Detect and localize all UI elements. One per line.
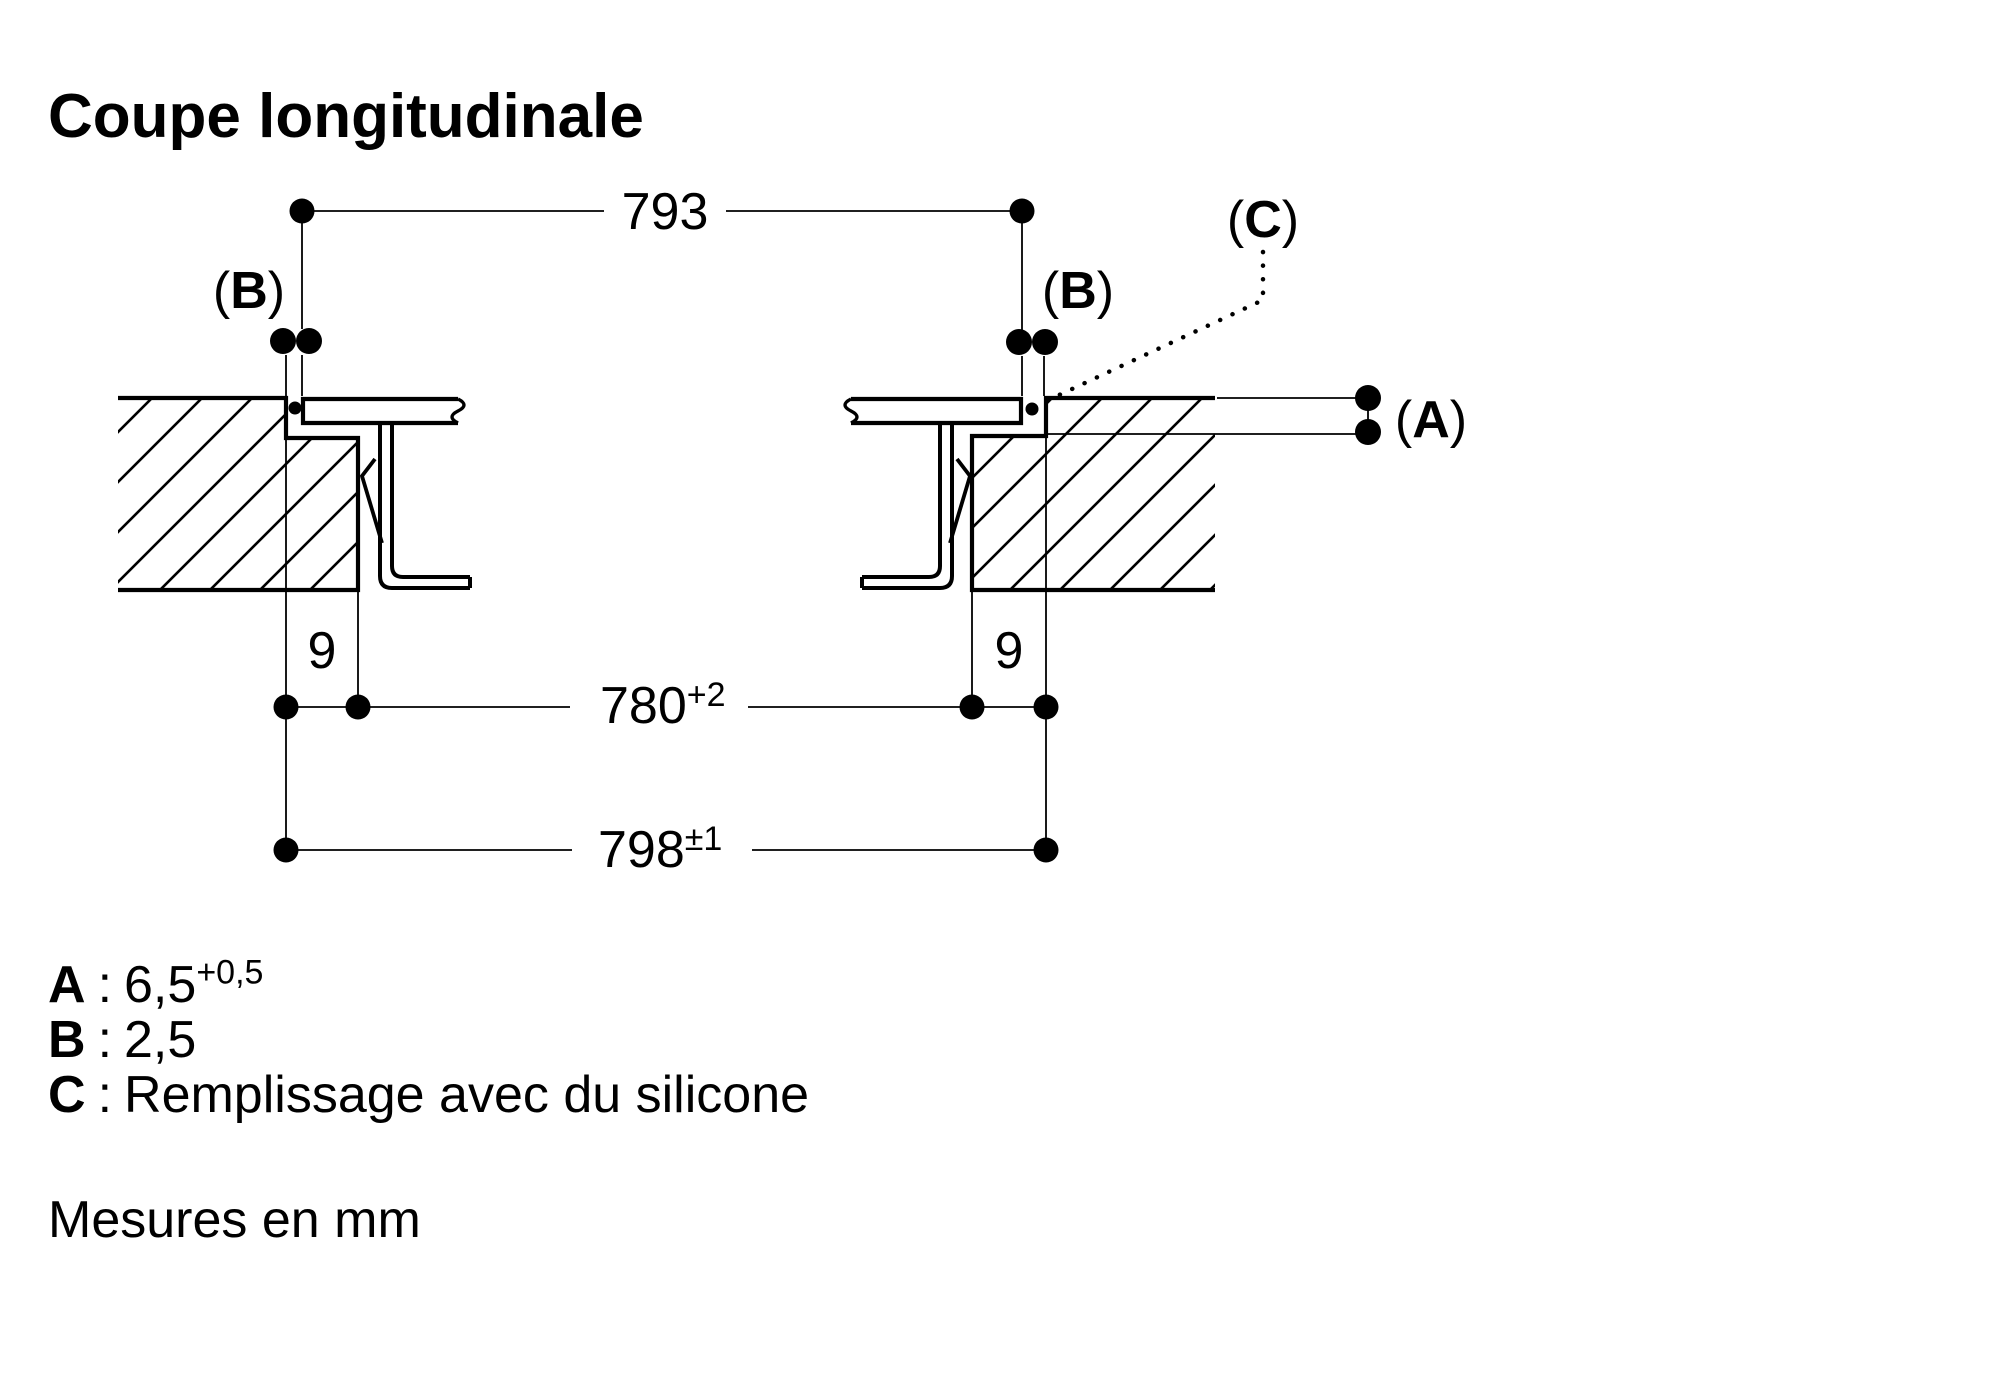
- dim-dot: [290, 199, 315, 224]
- svg-text:(B): (B): [212, 262, 286, 320]
- dim-dot: [1010, 199, 1035, 224]
- svg-text:(C): (C): [1226, 191, 1300, 249]
- dim-dot: [960, 695, 985, 720]
- countertop-left-hatch: [118, 398, 358, 590]
- dim-dot: [346, 695, 371, 720]
- callout-b-left: [213, 262, 322, 396]
- svg-text:(A): (A): [1394, 391, 1468, 449]
- legend-separator: :: [97, 1011, 113, 1069]
- legend-row-c: [48, 1068, 809, 1123]
- silicone-joint-dot-left: [289, 402, 302, 415]
- dim-798-label: $798^{\pm 1}$: [598, 820, 723, 879]
- page-title: Coupe longitudinale: [48, 82, 644, 151]
- dim-dot: [1034, 838, 1059, 863]
- dim-9-left-label: 9: [307, 622, 337, 680]
- countertop-left-section: [118, 398, 358, 590]
- legend-row-a: [48, 953, 809, 1014]
- countertop-right-section: [972, 398, 1215, 590]
- legend-letter: C: [48, 1066, 86, 1124]
- dim-780-label: $780^{+2}$: [600, 676, 726, 735]
- dim-dot: [1034, 695, 1059, 720]
- legend-value: 6,5: [124, 956, 197, 1014]
- mounting-frame-left: [380, 423, 470, 588]
- cooktop-glass-left: [303, 399, 464, 423]
- legend-value: 2,5: [124, 1011, 197, 1069]
- dim-793-label: 793: [621, 183, 709, 241]
- cooktop-glass-right: [845, 399, 1021, 423]
- legend-separator: :: [97, 1066, 113, 1124]
- units-note: Mesures en mm: [48, 1191, 421, 1249]
- legend-row-b: [48, 1013, 809, 1068]
- break-line-right-panel: [845, 399, 857, 423]
- legend-letter: A: [48, 956, 86, 1014]
- dim-9-right-label: 9: [994, 622, 1024, 680]
- mounting-frame-right: [862, 423, 952, 588]
- legend-tolerance: +0,5: [196, 953, 264, 992]
- break-line-left-panel: [452, 399, 464, 423]
- dim-dot: [274, 838, 299, 863]
- svg-text:(B): (B): [1041, 262, 1115, 320]
- legend: [48, 953, 810, 1124]
- countertop-right-hatch: [972, 398, 1215, 590]
- dim-dot: [274, 695, 299, 720]
- legend-value: Remplissage avec du silicone: [124, 1066, 810, 1124]
- legend-separator: :: [97, 956, 113, 1014]
- extension-lines: [286, 438, 1046, 850]
- silicone-joint-dot-right: [1026, 403, 1039, 416]
- legend-letter: B: [48, 1011, 86, 1069]
